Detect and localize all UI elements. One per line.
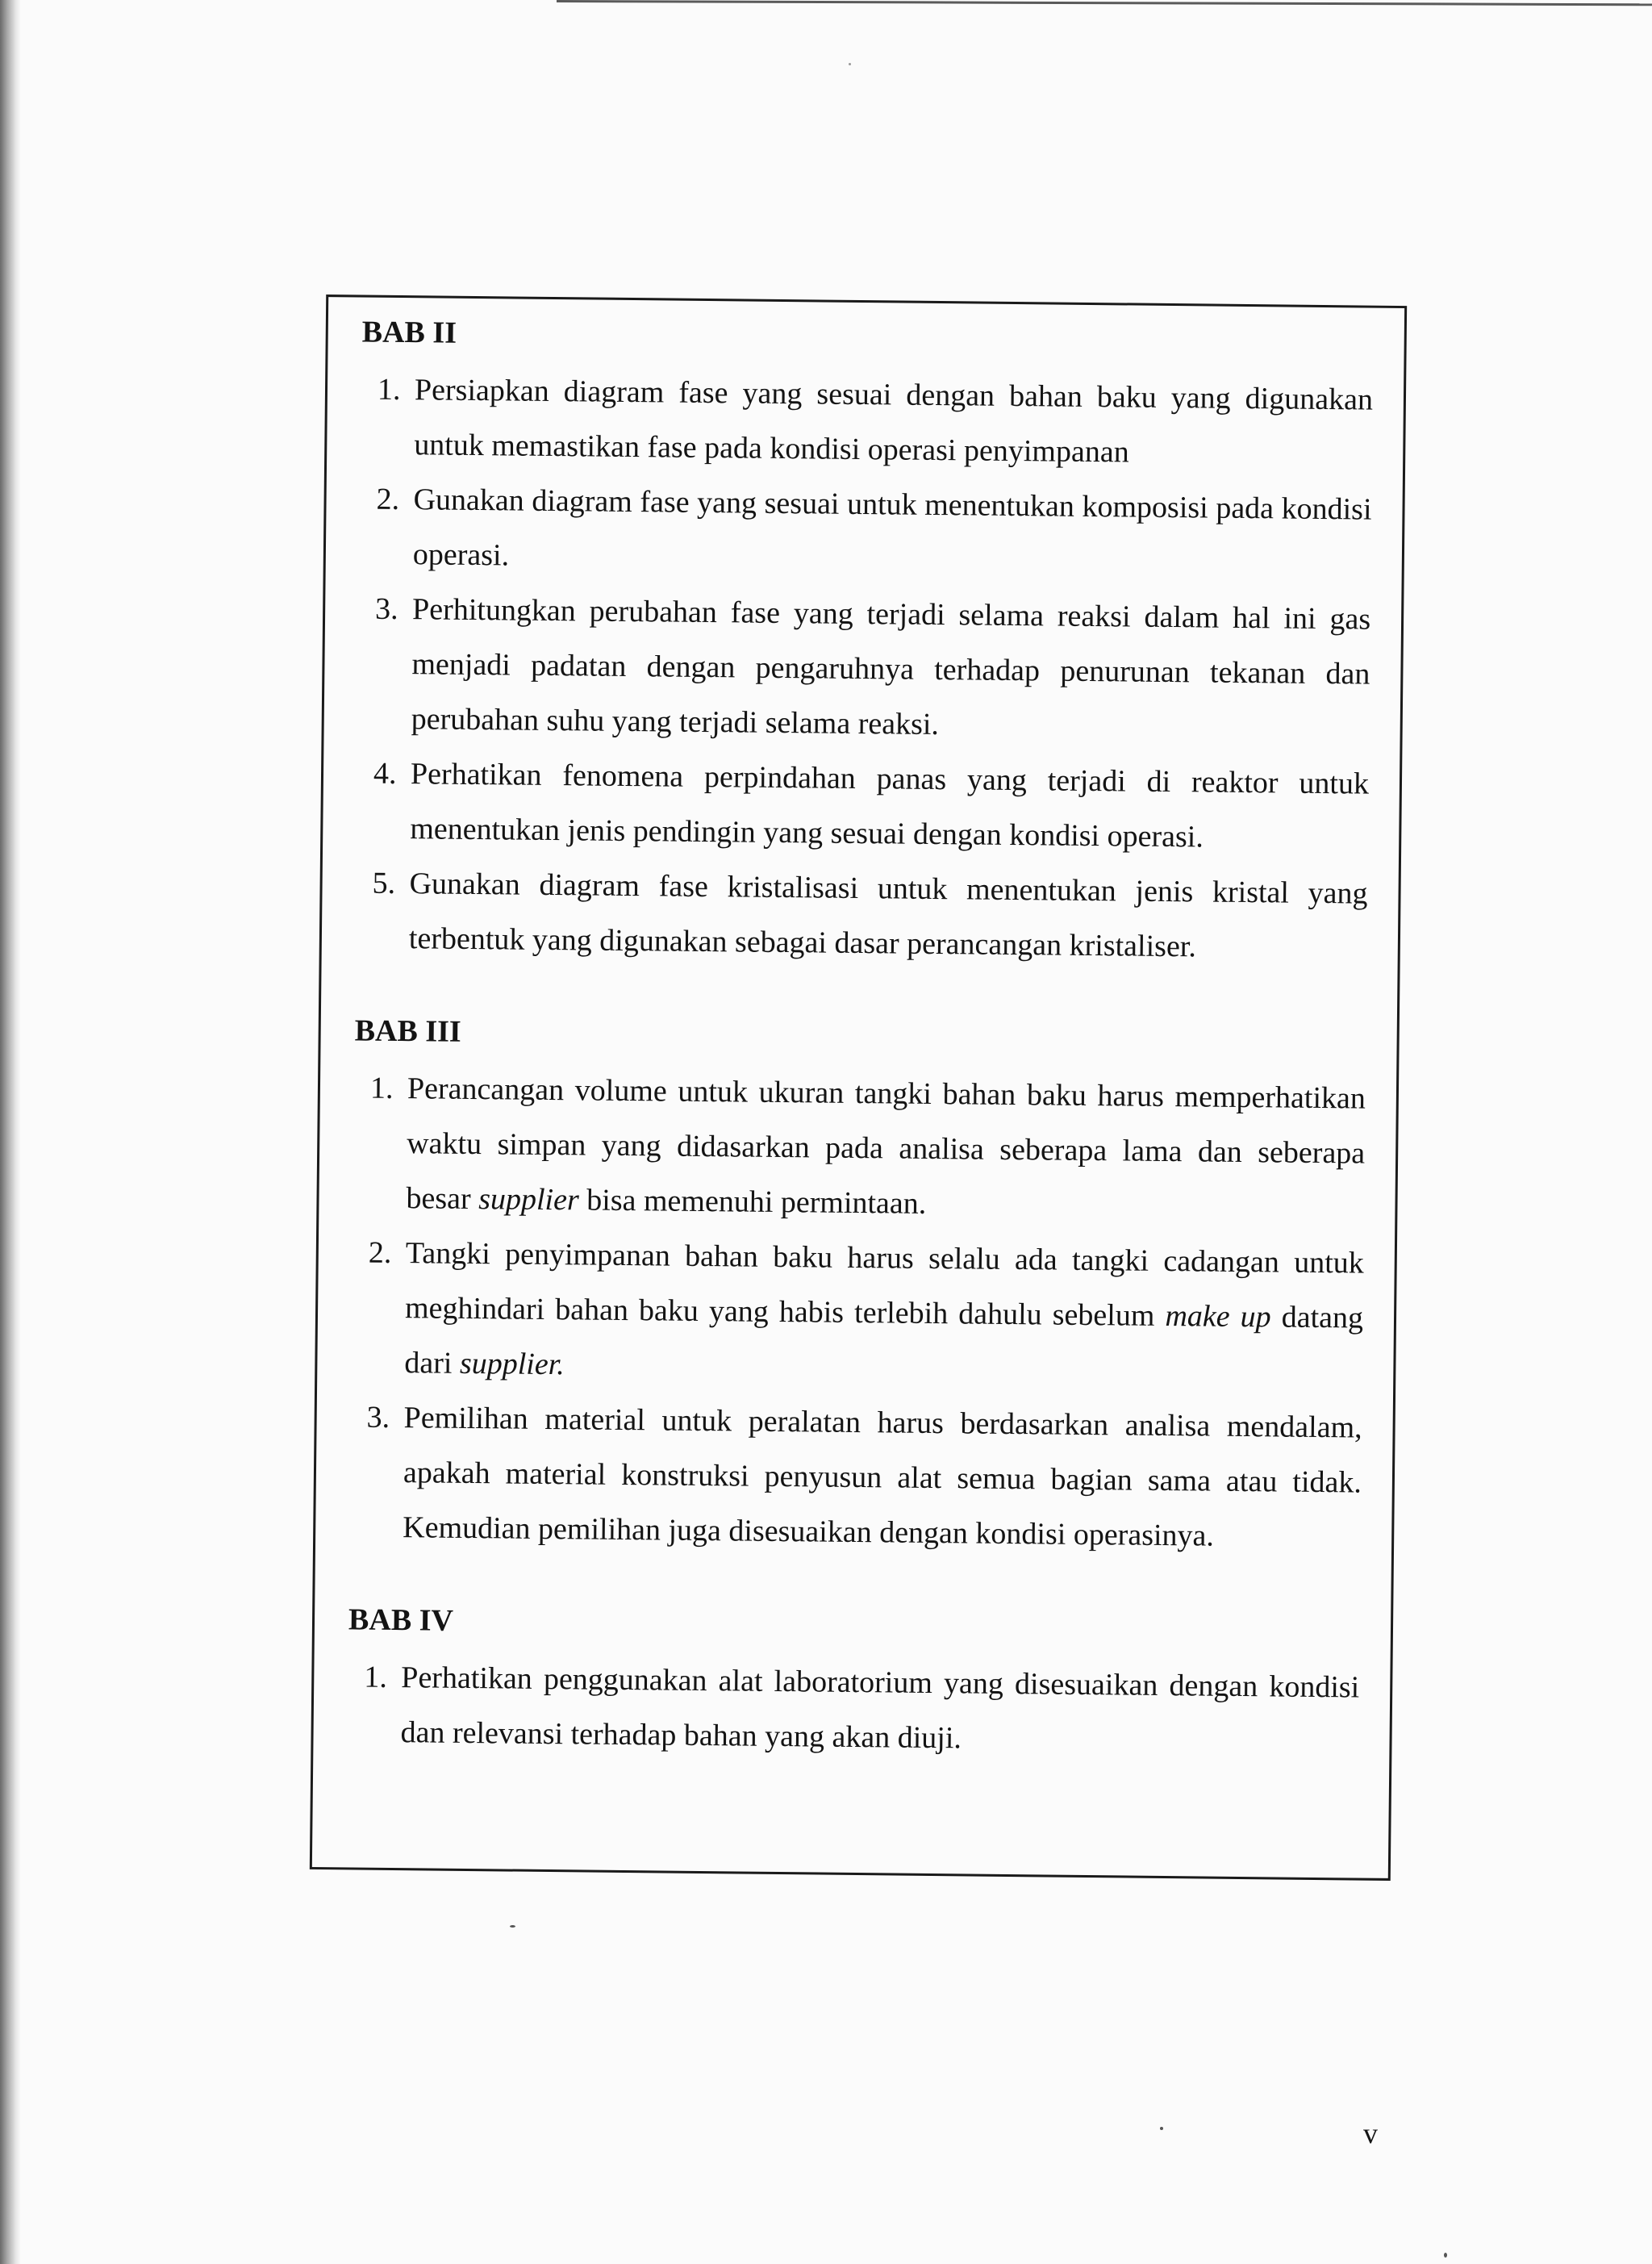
item-text: [409, 856, 1368, 975]
item-text-part: Perhatikan fenomena perpindahan panas yang terjadi di reaktor untuk menentukan jenis pendingin yang sesuai dengan kondisi operasi.: [410, 757, 1370, 854]
list-item: [353, 1060, 1366, 1235]
item-text-part: datang dari: [404, 1300, 1364, 1381]
item-number: 3.: [374, 591, 398, 626]
box-content: [347, 309, 1374, 1770]
item-text: [414, 362, 1373, 482]
item-text: [410, 746, 1369, 866]
item-number: 3.: [366, 1400, 390, 1435]
section-heading: BAB III: [354, 1013, 461, 1049]
item-text-italic: make up: [1165, 1299, 1271, 1335]
section-bab-iv: [347, 1596, 1360, 1769]
item-number: 1.: [369, 1071, 394, 1105]
item-text: [411, 582, 1370, 756]
item-text-part: Perancangan volume untuk ukuran tangki bahan baku harus memperhatikan waktu simpan yang didasarkan pada analisa seberapa lama dan seberapa besar: [406, 1071, 1366, 1217]
section-heading: BAB II: [361, 315, 457, 350]
scan-shadow-edge: [0, 0, 21, 2264]
item-list: [347, 1649, 1359, 1769]
item-text-part: Perhitungkan perubahan fase yang terjadi selama reaksi dalam hal ini gas menjadi padatan dengan pengaruhnya terhadap penurunan tekanan dan perubahan suhu yang terjadi selama reaksi.: [411, 592, 1371, 742]
item-text: [406, 1061, 1366, 1235]
item-text: [404, 1226, 1364, 1400]
list-item: [351, 1225, 1364, 1400]
item-text-italic: supplier: [478, 1182, 579, 1218]
list-item: [361, 362, 1373, 482]
scan-speck: [510, 1925, 515, 1928]
item-number: 5.: [372, 866, 396, 900]
list-item: [356, 855, 1368, 975]
section-bab-iii: [349, 1007, 1366, 1564]
item-number: 1.: [377, 372, 401, 407]
item-number: 4.: [373, 756, 397, 791]
item-text-part: Pemilihan material untuk peralatan harus berdasarkan analisa mendalam, apakah material konstruksi penyusun alat semua bagian sama atau tidak. Kemudian pemilihan juga disesuaikan dengan kondisi operasinya.: [403, 1401, 1362, 1553]
scan-speck: [849, 63, 851, 65]
list-item: [357, 746, 1369, 866]
scan-top-line: [557, 0, 1652, 6]
page-number: v: [1363, 2117, 1378, 2149]
scan-speck: [1160, 2127, 1163, 2130]
item-number: 2.: [376, 482, 400, 517]
item-text: [400, 1650, 1359, 1769]
item-text: [403, 1390, 1362, 1564]
item-number: 1.: [364, 1660, 388, 1694]
item-number: 2.: [368, 1235, 392, 1270]
item-text-part: bisa memenuhi permintaan.: [578, 1183, 927, 1221]
item-text-italic: supplier.: [459, 1346, 565, 1382]
item-text-part: Perhatikan penggunakan alat laboratorium yang disesuaikan dengan kondisi dan relevansi terhadap bahan yang akan diuji.: [400, 1660, 1360, 1756]
item-text: [413, 472, 1372, 591]
bordered-box: [310, 294, 1407, 1881]
scan-speck: [1444, 2253, 1447, 2258]
section-heading: BAB IV: [348, 1602, 454, 1638]
item-list: [356, 362, 1374, 976]
item-text-part: Persiapkan diagram fase yang sesuai dengan bahan baku yang digunakan untuk memastikan fase pada kondisi operasi penyimpanan: [414, 373, 1374, 470]
item-list: [349, 1060, 1366, 1564]
list-item: [360, 471, 1372, 591]
item-text-part: Gunakan diagram fase yang sesuai untuk menentukan komposisi pada kondisi operasi.: [412, 482, 1372, 573]
list-item: [349, 1389, 1362, 1564]
section-bab-ii: [356, 309, 1374, 976]
item-text-part: Gunakan diagram fase kristalisasi untuk menentukan jenis kristal yang terbentuk yang digunakan sebagai dasar perancangan kristaliser.: [408, 867, 1368, 964]
item-text-part: Tangki penyimpanan bahan baku harus selalu ada tangki cadangan untuk meghindari bahan baku yang habis terlebih dahulu sebelum: [404, 1236, 1364, 1333]
list-item: [357, 581, 1370, 756]
list-item: [347, 1649, 1359, 1769]
